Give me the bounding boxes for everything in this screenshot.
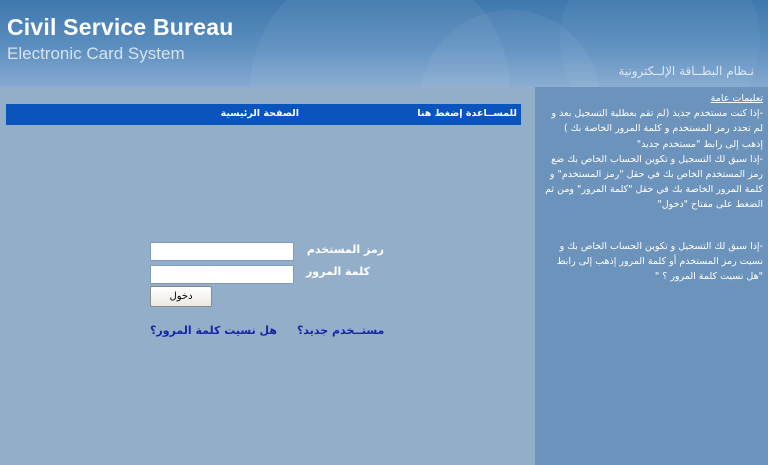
instructions-text xyxy=(542,91,763,284)
username-input[interactable] xyxy=(150,242,294,261)
spacer xyxy=(542,213,763,239)
instructions-sidebar xyxy=(535,87,768,465)
forgot-password-link[interactable]: هل نسيت كلمة المرور؟ xyxy=(150,324,277,337)
top-nav-bar xyxy=(6,104,521,125)
username-label: رمز المستخدم xyxy=(306,243,384,256)
instruction-login: -إذا سبق لك التسجيل و تكوين الحساب الخاص بك ضع رمز المستخدم الخاص بك في حقل "رمز المستخدم" و كلمة المرور الخاصة بك في حقل "كلمة المرور" ومن ثم الضغط على مفتاح "دخول" xyxy=(545,153,763,211)
arabic-system-title: نـظام البطــاقة الإلــكترونية xyxy=(618,64,754,78)
instruction-new-user: -إذا كنت مستخدم جديد (لم تقم بعطلية التسجيل بعد و لم تحدد رمز المستخدم و كلمة المرور الخاصة بك ) إذهب إلى رابط "مستخدم جديد" xyxy=(551,108,763,150)
site-title: Civil Service Bureau xyxy=(7,14,234,40)
instructions-title: تعليمات عامة xyxy=(710,93,763,104)
header-banner xyxy=(0,0,768,87)
home-link[interactable]: الصفحة الرئيسية xyxy=(220,108,299,119)
password-input[interactable] xyxy=(150,265,294,284)
new-user-link[interactable]: مستــخدم جديد؟ xyxy=(297,324,385,337)
instruction-forgot: -إذا سبق لك التسجيل و تكوين الحساب الخاص بك و نسيت رمز المستخدم أو كلمة المرور إذهب إلى رابط "هل نسيت كلمة المرور ؟ " xyxy=(556,240,763,283)
password-label: كلمة المرور xyxy=(305,265,370,278)
help-link[interactable]: للمســاعدة إضغط هنا xyxy=(417,108,517,119)
login-button[interactable]: دخول xyxy=(150,286,212,307)
site-subtitle: Electronic Card System xyxy=(7,44,185,63)
